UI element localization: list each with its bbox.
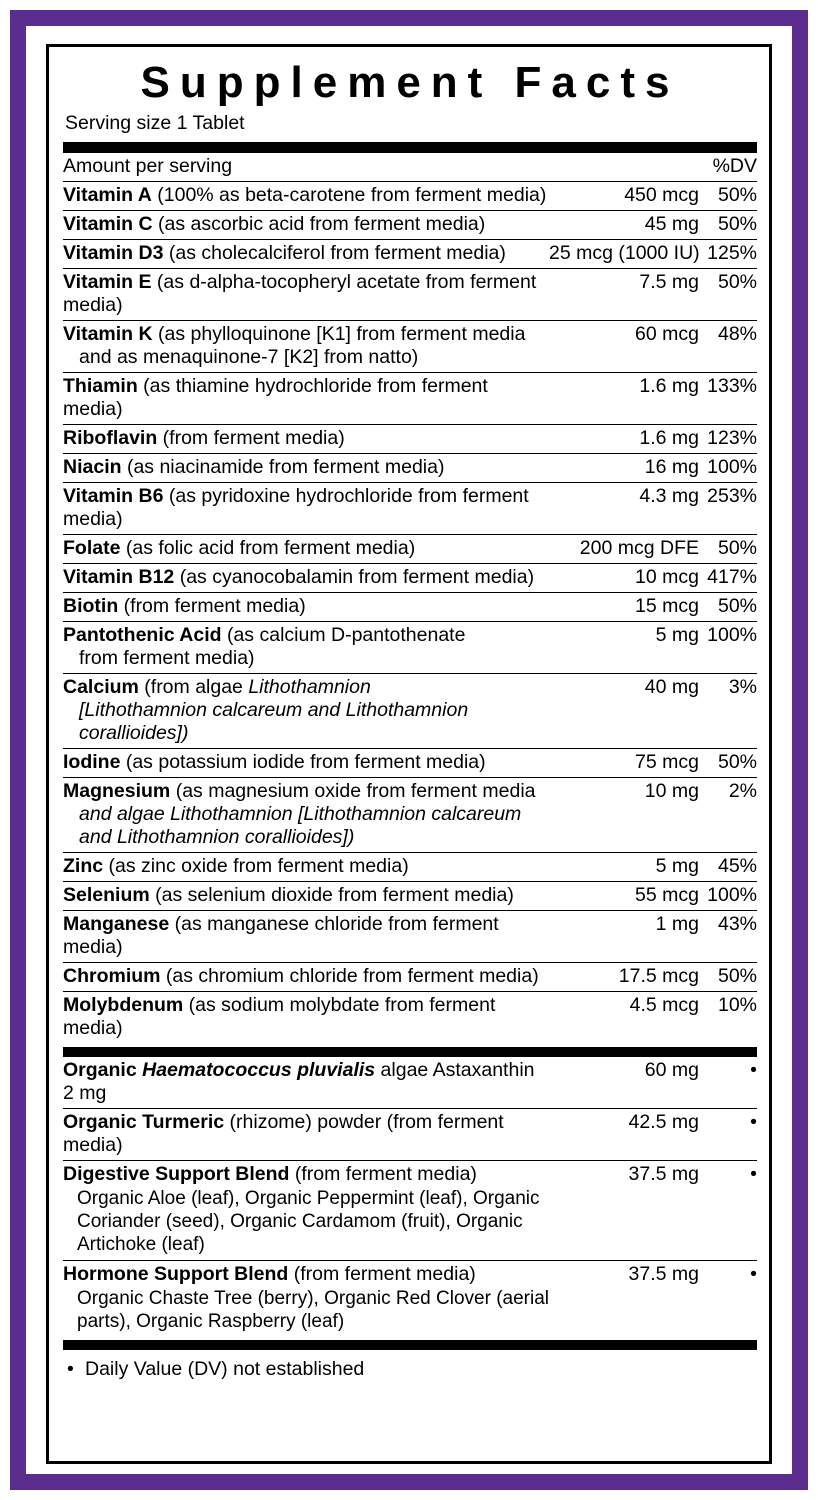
blend-name-cell bbox=[63, 1161, 549, 1260]
nutrient-amount: 1.6 mg bbox=[549, 373, 699, 425]
table-row bbox=[63, 853, 757, 882]
footnote-text: Daily Value (DV) not established bbox=[85, 1358, 365, 1381]
nutrient-desc: (as magnesium oxide from ferment media bbox=[170, 780, 536, 803]
nutrient-amount: 25 mcg (1000 IU) bbox=[549, 240, 699, 269]
table-row bbox=[63, 749, 757, 778]
blend-amount: 60 mg bbox=[549, 1057, 699, 1109]
nutrient-dv: 100% bbox=[699, 622, 757, 674]
blend-name: Hormone Support Blend bbox=[63, 1262, 289, 1285]
table-row bbox=[63, 483, 757, 535]
nutrient-name: Vitamin B12 bbox=[63, 566, 175, 589]
nutrient-name-cell bbox=[63, 564, 549, 593]
nutrient-dv: 125% bbox=[699, 240, 757, 269]
table-row bbox=[63, 269, 757, 321]
nutrient-amount: 4.3 mg bbox=[549, 483, 699, 535]
nutrient-name: Folate bbox=[63, 537, 121, 560]
nutrient-dv: 123% bbox=[699, 425, 757, 454]
table-row bbox=[63, 1109, 757, 1161]
nutrient-name: Magnesium bbox=[63, 780, 171, 803]
nutrient-amount: 7.5 mg bbox=[549, 269, 699, 321]
blend-dv: • bbox=[699, 1109, 757, 1161]
nutrient-name: Riboflavin bbox=[63, 427, 158, 450]
nutrient-name-cell bbox=[63, 674, 549, 749]
nutrient-dv: 50% bbox=[699, 963, 757, 992]
divider-thick-top bbox=[63, 142, 757, 153]
nutrient-name: Vitamin E bbox=[63, 271, 152, 294]
nutrient-name: Vitamin K bbox=[63, 323, 153, 346]
divider-thick-bottom bbox=[63, 1340, 757, 1350]
nutrient-dv: 48% bbox=[699, 321, 757, 373]
nutrient-dv: 50% bbox=[699, 749, 757, 778]
table-row bbox=[63, 593, 757, 622]
nutrient-desc-line2: and as menaquinone-7 [K2] from natto) bbox=[79, 346, 419, 369]
nutrient-amount: 40 mg bbox=[549, 674, 699, 749]
nutrient-amount: 17.5 mcg bbox=[549, 963, 699, 992]
nutrient-dv: 133% bbox=[699, 373, 757, 425]
nutrient-desc: (as chromium chloride from ferment media) bbox=[160, 965, 539, 988]
nutrient-name-cell bbox=[63, 483, 549, 535]
blend-amount: 37.5 mg bbox=[549, 1161, 699, 1260]
nutrient-name-cell bbox=[63, 321, 549, 373]
nutrient-name: Zinc bbox=[63, 855, 104, 878]
nutrient-amount: 1.6 mg bbox=[549, 425, 699, 454]
nutrient-desc: (as cyanocobalamin from ferment media) bbox=[174, 566, 535, 589]
nutrient-name-cell bbox=[63, 622, 549, 674]
nutrient-name: Calcium bbox=[63, 676, 139, 699]
table-header-row bbox=[63, 153, 757, 182]
supplement-facts-panel bbox=[46, 44, 772, 1464]
nutrient-desc: (from ferment media) bbox=[157, 427, 345, 450]
purple-frame bbox=[10, 10, 808, 1490]
nutrient-dv: 253% bbox=[699, 483, 757, 535]
divider-thick-middle bbox=[63, 1047, 757, 1057]
inner-white-area bbox=[26, 26, 792, 1474]
table-row bbox=[63, 674, 757, 749]
blend-ingredients: Organic Chaste Tree (berry), Organic Red Clover (aerial parts), Organic Raspberry (leaf) bbox=[77, 1287, 550, 1332]
serving-size-text: Serving size 1 Tablet bbox=[65, 112, 245, 134]
nutrient-name-cell bbox=[63, 963, 549, 992]
footnote-bullet-icon: • bbox=[67, 1358, 74, 1381]
nutrient-dv: 50% bbox=[699, 535, 757, 564]
dv-header: %DV bbox=[699, 153, 757, 182]
footnote bbox=[63, 1350, 757, 1381]
nutrient-desc: (100% as beta-carotene from ferment media) bbox=[151, 184, 547, 207]
nutrient-dv: 10% bbox=[717, 994, 757, 1017]
nutrient-desc: (from ferment media) bbox=[118, 595, 306, 618]
facts-table-body bbox=[63, 153, 757, 1043]
nutrient-desc: (as cholecalciferol from ferment media) bbox=[163, 242, 506, 265]
table-row bbox=[63, 182, 757, 211]
blend-amount: 37.5 mg bbox=[628, 1262, 699, 1285]
nutrient-name-cell bbox=[63, 182, 549, 211]
table-row bbox=[63, 963, 757, 992]
table-row bbox=[63, 454, 757, 483]
table-row bbox=[63, 425, 757, 454]
nutrient-amount: 4.5 mcg bbox=[629, 994, 699, 1017]
nutrient-name-cell bbox=[63, 373, 549, 425]
nutrient-name-cell bbox=[63, 454, 549, 483]
nutrient-name-cell bbox=[63, 911, 549, 963]
nutrient-dv: 100% bbox=[699, 454, 757, 483]
table-row bbox=[63, 911, 757, 963]
blend-desc: (from ferment media) bbox=[288, 1262, 476, 1285]
nutrient-name-cell bbox=[63, 778, 549, 853]
nutrient-name-cell bbox=[63, 211, 549, 240]
table-row bbox=[63, 992, 757, 1044]
nutrient-name-cell bbox=[63, 749, 549, 778]
blend-name: Organic Turmeric bbox=[63, 1111, 225, 1134]
amount-header-spacer bbox=[549, 153, 699, 182]
table-row bbox=[63, 535, 757, 564]
table-row bbox=[63, 564, 757, 593]
blend-name-cell bbox=[63, 1260, 549, 1336]
nutrient-desc: (as sodium molybdate from ferment media) bbox=[63, 994, 496, 1040]
nutrient-amount: 5 mg bbox=[549, 853, 699, 882]
table-row bbox=[63, 240, 757, 269]
nutrient-amount: 15 mcg bbox=[549, 593, 699, 622]
nutrient-dv: 43% bbox=[699, 911, 757, 963]
table-row bbox=[63, 373, 757, 425]
nutrient-desc: (as potassium iodide from ferment media) bbox=[120, 751, 486, 774]
nutrient-dv: 50% bbox=[699, 593, 757, 622]
nutrient-name-cell bbox=[63, 853, 549, 882]
blend-ingredients: Organic Aloe (leaf), Organic Peppermint (leaf), Organic Coriander (seed), Organic Cardamom (fruit), Organic Artichoke (leaf) bbox=[77, 1188, 540, 1256]
nutrient-desc: (as zinc oxide from ferment media) bbox=[103, 855, 409, 878]
nutrient-desc-line2: from ferment media) bbox=[79, 647, 255, 670]
nutrient-desc: (as pyridoxine hydrochloride from ferment media) bbox=[63, 485, 529, 531]
nutrient-amount: 45 mg bbox=[549, 211, 699, 240]
nutrient-desc: (as d-alpha-tocopheryl acetate from ferment media) bbox=[63, 271, 537, 317]
nutrient-desc: (as ascorbic acid from ferment media) bbox=[152, 213, 486, 236]
blend-desc: (rhizome) powder (from ferment media) bbox=[63, 1111, 504, 1157]
nutrient-dv: 3% bbox=[699, 674, 757, 749]
nutrient-desc-line3: and Lithothamnion corallioides]) bbox=[79, 826, 355, 849]
nutrient-name: Thiamin bbox=[63, 375, 138, 398]
facts-table bbox=[63, 153, 757, 1043]
nutrient-desc: (as manganese chloride from ferment media) bbox=[63, 913, 499, 959]
nutrient-name: Pantothenic Acid bbox=[63, 624, 222, 647]
nutrient-amount: 75 mcg bbox=[549, 749, 699, 778]
nutrient-name-cell bbox=[63, 535, 549, 564]
blend-desc: algae Astaxanthin 2 mg bbox=[63, 1059, 535, 1105]
nutrient-dv: 50% bbox=[699, 182, 757, 211]
nutrient-amount: 5 mg bbox=[549, 622, 699, 674]
nutrient-desc: (as calcium D-pantothenate bbox=[221, 624, 466, 647]
nutrient-name: Selenium bbox=[63, 884, 150, 907]
table-row bbox=[63, 1161, 757, 1260]
nutrient-name: Niacin bbox=[63, 456, 122, 479]
nutrient-desc: (as folic acid from ferment media) bbox=[120, 537, 416, 560]
table-row bbox=[63, 1260, 757, 1336]
nutrient-amount: 60 mcg bbox=[549, 321, 699, 373]
nutrient-amount: 450 mcg bbox=[549, 182, 699, 211]
nutrient-dv: 100% bbox=[699, 882, 757, 911]
blend-name: Digestive Support Blend bbox=[63, 1163, 290, 1186]
table-row bbox=[63, 882, 757, 911]
nutrient-amount: 1 mg bbox=[549, 911, 699, 963]
nutrient-name: Vitamin A bbox=[63, 184, 152, 207]
blends-table bbox=[63, 1057, 757, 1336]
blend-dv: • bbox=[750, 1262, 757, 1285]
nutrient-amount: 10 mg bbox=[549, 778, 699, 853]
nutrient-amount: 55 mcg bbox=[549, 882, 699, 911]
nutrient-name: Biotin bbox=[63, 595, 119, 618]
table-row bbox=[63, 321, 757, 373]
nutrient-name: Manganese bbox=[63, 913, 170, 936]
table-row bbox=[63, 778, 757, 853]
nutrient-desc: (as thiamine hydrochloride from ferment media) bbox=[63, 375, 488, 421]
nutrient-desc: (as niacinamide from ferment media) bbox=[121, 456, 445, 479]
blend-name-cell bbox=[63, 1057, 549, 1109]
blend-dv: • bbox=[699, 1057, 757, 1109]
nutrient-dv: 2% bbox=[699, 778, 757, 853]
blend-name-cell bbox=[63, 1109, 549, 1161]
blend-name: Organic Haematococcus pluvialis bbox=[63, 1059, 376, 1082]
nutrient-desc: (as phylloquinone [K1] from ferment media bbox=[152, 323, 526, 346]
nutrient-name-cell bbox=[63, 593, 549, 622]
nutrient-amount: 10 mcg bbox=[549, 564, 699, 593]
nutrient-name: Vitamin C bbox=[63, 213, 153, 236]
blend-dv: • bbox=[699, 1161, 757, 1260]
nutrient-name-cell bbox=[63, 269, 549, 321]
nutrient-desc-line2: and algae Lithothamnion [Lithothamnion calcareum bbox=[79, 803, 522, 826]
nutrient-name-cell bbox=[63, 240, 549, 269]
table-row bbox=[63, 1057, 757, 1109]
nutrient-desc-line2: [Lithothamnion calcareum and Lithothamnion corallioides]) bbox=[79, 699, 469, 745]
blend-desc: (from ferment media) bbox=[289, 1163, 477, 1186]
nutrient-desc: (as selenium dioxide from ferment media) bbox=[149, 884, 514, 907]
table-row bbox=[63, 622, 757, 674]
nutrient-name: Vitamin D3 bbox=[63, 242, 164, 265]
nutrient-dv: 45% bbox=[699, 853, 757, 882]
nutrient-name: Vitamin B6 bbox=[63, 485, 164, 508]
blend-amount: 42.5 mg bbox=[549, 1109, 699, 1161]
nutrient-desc: (from algae Lithothamnion bbox=[138, 676, 371, 699]
nutrient-name: Iodine bbox=[63, 751, 121, 774]
nutrient-dv: 50% bbox=[699, 211, 757, 240]
nutrient-name-cell bbox=[63, 992, 549, 1044]
blends-table-body bbox=[63, 1057, 757, 1336]
nutrient-dv: 417% bbox=[699, 564, 757, 593]
nutrient-amount: 16 mg bbox=[549, 454, 699, 483]
page-title: Supplement Facts bbox=[140, 58, 680, 107]
nutrient-name-cell bbox=[63, 425, 549, 454]
nutrient-dv: 50% bbox=[699, 269, 757, 321]
amount-per-serving-header: Amount per serving bbox=[63, 153, 549, 182]
nutrient-name: Molybdenum bbox=[63, 994, 184, 1017]
nutrient-name-cell bbox=[63, 882, 549, 911]
nutrient-amount: 200 mcg DFE bbox=[549, 535, 699, 564]
table-row bbox=[63, 211, 757, 240]
nutrient-name: Chromium bbox=[63, 965, 161, 988]
